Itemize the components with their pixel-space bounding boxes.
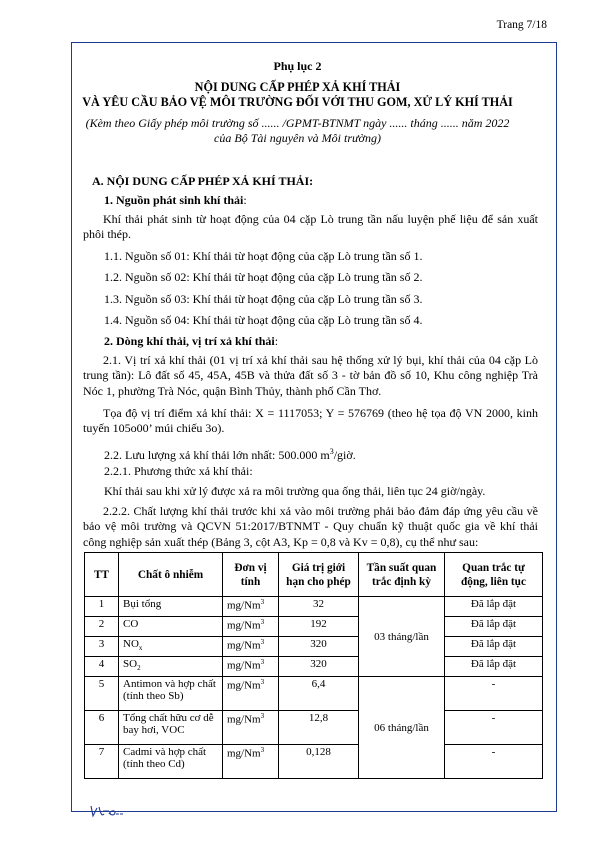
document-subtitle-line2: của Bộ Tài nguyên và Môi trường)	[214, 131, 381, 145]
table-row: 3 $NO_x$ mg/Nm$^3$ 320 Đã lắp đặt	[85, 637, 543, 657]
quality-requirement-paragraph: 2.2.2. Chất lượng khí thải trước khi xả vào môi trường phải bảo đảm đáp ứng yêu cầu về bảo vệ môi trường và QCVN 51:2017/BTNMT - Quy chuẩn kỹ thuật quốc gia về khí thải công nghiệp sản xuất thép (Bảng 3, cột A3, Kp = 0,8 và Kv = 0,8), cụ thể như sau:	[83, 504, 538, 549]
coordinates-paragraph: Tọa độ vị trí điểm xả khí thải: X = 1117053; Y = 576769 (theo hệ tọa độ VN 2000, kinh tuyến 105o00’ múi chiếu 3o).	[83, 406, 538, 436]
unit-cell: mg/Nm$^3$	[223, 657, 279, 677]
page-number: Trang 7/18	[496, 19, 547, 31]
pollutant-nox: $NO_x$	[119, 637, 223, 657]
discharge-method-body: Khí thải sau khi xử lý được xả ra môi trường qua ống thải, liên tục 24 giờ/ngày.	[104, 484, 486, 498]
table-row: 7 Cadmi và hợp chất (tính theo Cd) mg/Nm$^3$ 0,128 -	[85, 745, 543, 779]
table-row: 5 Antimon và hợp chất (tính theo Sb) mg/Nm$^3$ 6,4 06 tháng/lần -	[85, 677, 543, 711]
unit-cell: mg/Nm$^3$	[223, 637, 279, 657]
pollutant-so2: $SO_2$	[119, 657, 223, 677]
table-row: 6 Tổng chất hữu cơ dễ bay hơi, VOC mg/Nm$^3$ 12,8 -	[85, 711, 543, 745]
document-title-line1: NỘI DUNG CẤP PHÉP XẢ KHÍ THẢI	[194, 80, 401, 94]
header-frequency: Tần suất quan trắc định kỳ	[359, 553, 445, 597]
source-item: 1.3. Nguồn số 03: Khí thải từ hoạt động của cặp Lò trung tần số 3.	[104, 292, 423, 306]
header-unit: Đơn vị tính	[223, 553, 279, 597]
header-limit: Giá trị giới hạn cho phép	[279, 553, 359, 597]
table-row: 1 Bụi tổng mg/Nm$^3$ 32 03 tháng/lần Đã lắp đặt	[85, 597, 543, 617]
document-subtitle-line1: (Kèm theo Giấy phép môi trường số ...... /GPMT-BTNMT ngày ...... tháng ...... năm 2022	[85, 116, 510, 130]
header-pollutant: Chất ô nhiễm	[119, 553, 223, 597]
frequency-cell: 06 tháng/lần	[359, 677, 445, 779]
discharge-method-heading: 2.2.1. Phương thức xả khí thải:	[104, 464, 253, 478]
section-a-heading: A. NỘI DUNG CẤP PHÉP XẢ KHÍ THẢI:	[92, 174, 314, 188]
header-auto-monitoring: Quan trắc tự động, liên tục	[445, 553, 543, 597]
frequency-cell: 03 tháng/lần	[359, 597, 445, 677]
unit-cell: mg/Nm$^3$	[223, 677, 279, 711]
document-title-line2: VÀ YÊU CẦU BẢO VỆ MÔI TRƯỜNG ĐỐI VỚI THU GOM, XỬ LÝ KHÍ THẢI	[82, 95, 513, 109]
subsection-1-heading: 1. Nguồn phát sinh khí thải:	[104, 193, 247, 207]
discharge-location-paragraph: 2.1. Vị trí xả khí thải (01 vị trí xả khí thải sau hệ thống xử lý bụi, khí thải của 04 cặp Lò trung tần): Lô đất số 45, 45A, 45B và thửa đất số 3 - tờ bản đồ số 10, Khu công nghiệp Trà Nóc 1, phường Trà Nóc, quận Bình Thủy, thành phố Cần Thơ.	[83, 353, 538, 398]
max-flow-paragraph: 2.2. Lưu lượng xả khí thải lớn nhất: 500.000 $m^3$/giờ.	[104, 447, 356, 462]
table-row: 2 CO mg/Nm$^3$ 192 Đã lắp đặt	[85, 617, 543, 637]
unit-cell: mg/Nm$^3$	[223, 597, 279, 617]
source-item: 1.4. Nguồn số 04: Khí thải từ hoạt động của cặp Lò trung tần số 4.	[104, 313, 423, 327]
subsection-2-heading: 2. Dòng khí thải, vị trí xả khí thải:	[104, 334, 279, 348]
table-row: 4 $SO_2$ mg/Nm$^3$ 320 Đã lắp đặt	[85, 657, 543, 677]
unit-cell: mg/Nm$^3$	[223, 617, 279, 637]
unit-cell: mg/Nm$^3$	[223, 711, 279, 745]
unit-cell: mg/Nm$^3$	[223, 745, 279, 779]
signature-initials	[89, 803, 125, 819]
emission-limits-table	[84, 552, 543, 779]
subsection-1-intro: Khí thải phát sinh từ hoạt động của 04 cặp Lò trung tần nấu luyện phế liệu để sản xuất phôi thép.	[83, 212, 538, 242]
table-header-row	[85, 553, 543, 597]
appendix-label: Phụ lục 2	[273, 59, 322, 73]
header-tt: TT	[85, 553, 119, 597]
source-item: 1.2. Nguồn số 02: Khí thải từ hoạt động của cặp Lò trung tần số 2.	[104, 270, 423, 284]
source-item: 1.1. Nguồn số 01: Khí thải từ hoạt động của cặp Lò trung tần số 1.	[104, 249, 423, 263]
